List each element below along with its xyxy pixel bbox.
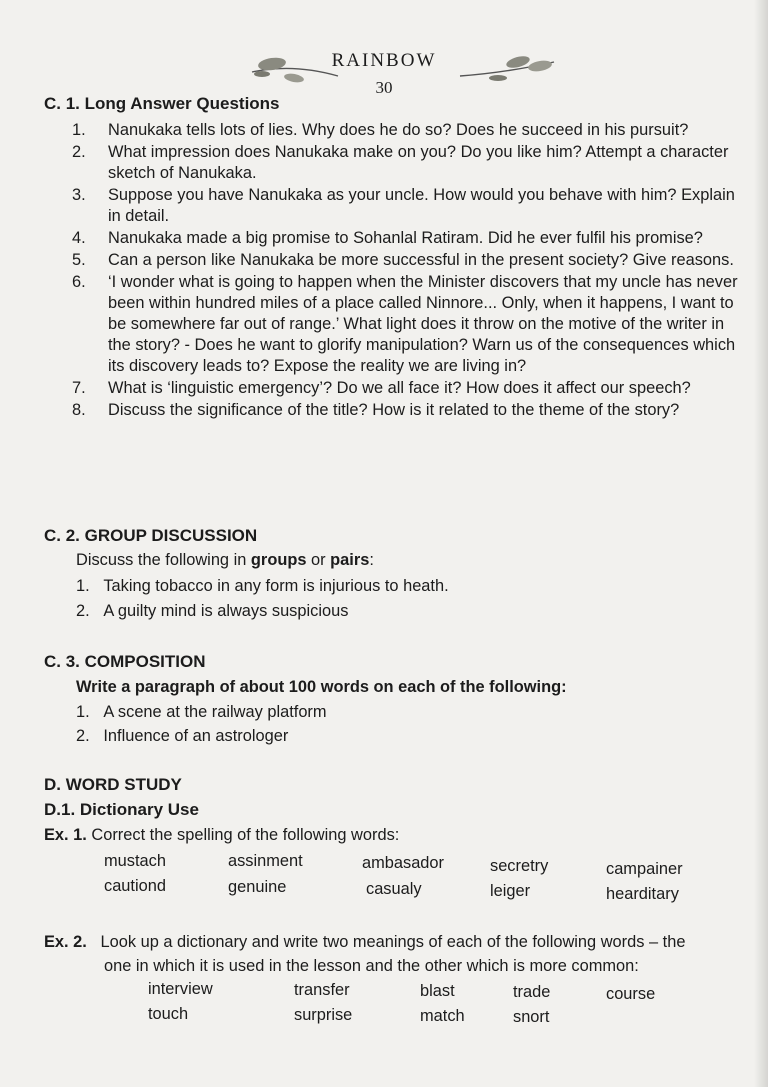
question-item xyxy=(72,400,738,421)
ex2-instruction: Look up a dictionary and write two meanings of each of the following words – the xyxy=(100,933,686,951)
spelling-word: genuine xyxy=(228,878,287,896)
dictionary-word: match xyxy=(420,1007,465,1025)
question-number: 6. xyxy=(72,273,86,291)
dictionary-word: snort xyxy=(513,1008,550,1026)
ex2-label: Ex. 2. xyxy=(44,933,87,951)
section-heading-c2: C. 2. GROUP DISCUSSION xyxy=(44,526,258,545)
spelling-word: mustach xyxy=(104,852,166,870)
item-number: 2. xyxy=(76,602,90,620)
question-item xyxy=(72,185,738,227)
question-text: Nanukaka tells lots of lies. Why does he do so? Does he succeed in his pursuit? xyxy=(108,121,689,139)
spelling-word: hearditary xyxy=(606,885,679,903)
question-number: 1. xyxy=(72,121,86,139)
spelling-word: secretry xyxy=(490,857,549,875)
ex2-instruction-line: one in which it is used in the lesson and the other which is more common: xyxy=(104,957,639,975)
group-discussion-intro xyxy=(76,551,374,570)
discussion-item xyxy=(76,577,449,596)
item-number: 1. xyxy=(76,577,90,595)
composition-instruction: Write a paragraph of about 100 words on each of the following: xyxy=(76,678,567,696)
page-number: 30 xyxy=(375,78,393,97)
question-number: 7. xyxy=(72,379,86,397)
dictionary-word: surprise xyxy=(294,1006,353,1024)
question-text: What is ‘linguistic emergency’? Do we all face it? How does it affect our speech? xyxy=(108,379,691,397)
question-item xyxy=(72,120,738,141)
question-number: 8. xyxy=(72,401,86,419)
page-edge-shadow xyxy=(754,0,768,1087)
intro-text: : xyxy=(369,551,374,569)
dictionary-word: interview xyxy=(148,980,213,998)
section-heading-c3: C. 3. COMPOSITION xyxy=(44,652,206,671)
question-item xyxy=(72,228,738,249)
item-text: Taking tobacco in any form is injurious to heath. xyxy=(103,577,449,595)
ex1-instruction: Correct the spelling of the following words: xyxy=(91,826,400,844)
spelling-word: casualy xyxy=(366,880,422,898)
spelling-word: campainer xyxy=(606,860,683,878)
question-number: 2. xyxy=(72,143,86,161)
dictionary-word: touch xyxy=(148,1005,189,1023)
ex1-instruction-line xyxy=(44,826,399,845)
question-number: 3. xyxy=(72,186,86,204)
spelling-word: leiger xyxy=(490,882,531,900)
dictionary-word: course xyxy=(606,985,656,1003)
item-text: A guilty mind is always suspicious xyxy=(103,602,349,620)
spelling-word: cautiond xyxy=(104,877,166,895)
question-item xyxy=(72,272,738,377)
question-item xyxy=(72,378,738,399)
dictionary-word: blast xyxy=(420,982,455,1000)
ex1-label: Ex. 1. xyxy=(44,826,87,844)
question-item xyxy=(72,142,738,184)
question-text: What impression does Nanukaka make on you? Do you like him? Attempt a character sketch of Nanukaka. xyxy=(108,143,729,182)
question-text: Can a person like Nanukaka be more successful in the present society? Give reasons. xyxy=(108,251,734,269)
question-item xyxy=(72,250,738,271)
spelling-word: ambasador xyxy=(362,854,445,872)
item-number: 1. xyxy=(76,703,90,721)
section-heading-d: D. WORD STUDY xyxy=(44,775,182,794)
spelling-word: assinment xyxy=(228,852,303,870)
composition-item xyxy=(76,727,288,746)
question-text: Nanukaka made a big promise to Sohanlal Ratiram. Did he ever fulfil his promise? xyxy=(108,229,703,247)
intro-text: or xyxy=(306,551,331,569)
composition-item xyxy=(76,703,327,722)
section-heading-c1: C. 1. Long Answer Questions xyxy=(44,94,280,113)
subheading-dictionary-use: D.1. Dictionary Use xyxy=(44,800,199,819)
intro-text: Discuss the following in xyxy=(76,551,251,569)
question-number: 4. xyxy=(72,229,86,247)
dictionary-word: trade xyxy=(513,983,551,1001)
intro-bold-pairs: pairs xyxy=(330,551,370,569)
ex2-instruction-line xyxy=(44,933,685,952)
item-text: A scene at the railway platform xyxy=(103,703,327,721)
item-text: Influence of an astrologer xyxy=(103,727,289,745)
question-text: Suppose you have Nanukaka as your uncle. How would you behave with him? Explain in detail. xyxy=(108,186,735,225)
discussion-item xyxy=(76,602,348,621)
long-answer-question-list xyxy=(72,120,738,422)
running-title: RAINBOW xyxy=(331,50,437,71)
question-text: Discuss the significance of the title? How is it related to the theme of the story? xyxy=(108,401,680,419)
dictionary-word: transfer xyxy=(294,981,350,999)
question-number: 5. xyxy=(72,251,86,269)
item-number: 2. xyxy=(76,727,90,745)
intro-bold-groups: groups xyxy=(250,551,307,569)
question-text: ‘I wonder what is going to happen when the Minister discovers that my uncle has never been within hundred miles of a place called Ninnore... Only, when it happens, I want to be somewhere far out of range.’ What light does it throw on the motive of the writer in the story? - Does he want to glorify manipulation? Warn us of the consequences which its discovery leads to? Expose the reality we are living in? xyxy=(108,273,738,375)
